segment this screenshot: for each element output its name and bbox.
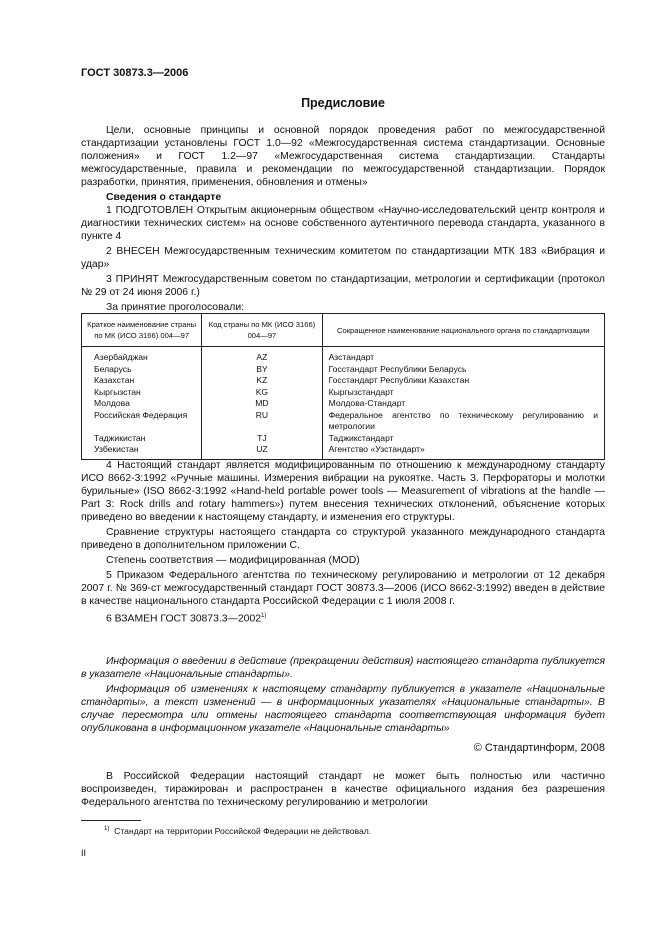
item-4: 4 Настоящий стандарт является модифицированным по отношению к международному стандарту ИСО 8662-3:1992 «Ручные машины. Измерения вибрации на рукоятке. Часть 3. Перфораторы и молотки бурильные» (ISO 8662-3:1992 «Hand-held portable power tools — Measurement of vibrations at the handle — Part 3: Rock drills and rotary hammers») путем внесения технических отклонений, объяснение которых приведено во введении к настоящему стандарту, и изменения его структуры.: [81, 460, 605, 523]
voting-table: [81, 313, 605, 460]
footnote-ref[interactable]: 1): [261, 613, 267, 619]
voted-label: За принятие проголосовали:: [106, 302, 245, 313]
table-row: [82, 433, 605, 445]
item-2: 2 ВНЕСЕН Межгосударственным техническим комитетом по стандартизации МТК 183 «Вибрация и удар»: [81, 246, 605, 270]
table-row: [82, 387, 605, 399]
rights-section: [81, 770, 605, 809]
agency-cell: Госстандарт Республики Беларусь: [322, 364, 604, 376]
col-header-country: Краткое наименование страны по МК (ИСО 3166) 004—97: [82, 314, 202, 347]
agency-cell: Кыргызстандарт: [322, 387, 604, 399]
code-cell: TJ: [202, 433, 322, 445]
agency-cell: Молдова-Стандарт: [322, 398, 604, 410]
table-row: [82, 347, 605, 364]
item-1: 1 ПОДГОТОВЛЕН Открытым акционерным обществом «Научно-исследовательский центр контроля и диагностики технических систем» на основе собственного аутентичного перевода стандарта, указанного в пункте 4: [81, 205, 605, 242]
table-row: [82, 398, 605, 410]
info-heading: Сведения о стандарте: [106, 192, 222, 203]
notice-2: Информация об изменениях к настоящему стандарту публикуется в указателе «Национальные стандарты», а текст изменений — в информационных указателях «Национальные стандарты». В случае пересмотра или отмены настоящего стандарта соответствующая информация будет опубликована в информационном указателе «Национальные стандарты»: [81, 684, 605, 734]
item-4-conformity: Степень соответствия — модифицированная (MOD): [106, 555, 360, 566]
item-4-comparison: Сравнение структуры настоящего стандарта со структурой указанного международного стандарта приведено в дополнительном приложении С.: [81, 527, 605, 551]
country-cell: Кыргызстан: [82, 387, 202, 399]
item-3: 3 ПРИНЯТ Межгосударственным советом по стандартизации, метрологии и сертификации (протокол № 29 от 24 июня 2006 г.): [81, 274, 605, 298]
item-6: [81, 610, 605, 625]
table-row: [82, 364, 605, 376]
item-5: 5 Приказом Федерального агентства по техническому регулированию и метрологии от 12 декабря 2007 г. № 369-ст межгосударственный стандарт ГОСТ 30873.3—2006 (ИСО 8662-3:1992) введен в действие в качестве национального стандарта Российской Федерации с 1 июля 2008 г.: [81, 570, 605, 607]
agency-cell: Госстандарт Республики Казахстан: [322, 375, 604, 387]
code-cell: KG: [202, 387, 322, 399]
col-header-body: Сокращенное наименование национального органа по стандартизации: [322, 314, 604, 347]
agency-cell: Федеральное агентство по техническому регулированию и метрологии: [322, 410, 604, 433]
footnote-mark: 1): [104, 826, 110, 833]
code-cell: UZ: [202, 444, 322, 459]
country-cell: Казахстан: [82, 375, 202, 387]
notice-section: [81, 655, 605, 735]
country-cell: Таджикистан: [82, 433, 202, 445]
foreword-section: [81, 124, 605, 314]
table-row: [82, 375, 605, 387]
code-cell: BY: [202, 364, 322, 376]
country-cell: Российская Федерация: [82, 410, 202, 433]
items-section: [81, 459, 605, 625]
table-row: [82, 444, 605, 459]
col-header-code: Код страны по МК (ИСО 3166) 004—97: [202, 314, 322, 347]
country-cell: Молдова: [82, 398, 202, 410]
agency-cell: Агентство «Узстандарт»: [322, 444, 604, 459]
country-cell: Азербайджан: [82, 347, 202, 364]
code-cell: MD: [202, 398, 322, 410]
code-cell: RU: [202, 410, 322, 433]
table-row: [82, 410, 605, 433]
country-cell: Узбекистан: [82, 444, 202, 459]
footnote-text: Стандарт на территории Российской Федерации не действовал.: [114, 826, 372, 836]
agency-cell: Таджикстандарт: [322, 433, 604, 445]
code-cell: KZ: [202, 375, 322, 387]
footnote-divider: [81, 820, 141, 821]
notice-1: Информация о введении в действие (прекращении действия) настоящего стандарта публикуется в указателе «Национальные стандарты».: [81, 656, 605, 680]
copyright: © Стандартинформ, 2008: [473, 742, 605, 754]
country-cell: Беларусь: [82, 364, 202, 376]
item-6-text: 6 ВЗАМЕН ГОСТ 30873.3—2002: [106, 613, 262, 625]
agency-cell: Азстандарт: [322, 347, 604, 364]
page-number: II: [81, 848, 87, 858]
code-cell: AZ: [202, 347, 322, 364]
page-title: Предисловие: [301, 96, 385, 110]
intro-paragraph: Цели, основные принципы и основной порядок проведения работ по межгосударственной стандартизации установлены ГОСТ 1.0—92 «Межгосударственная система стандартизации. Основные положения» и ГОСТ 1.2—97 «Межгосударственная система стандартизации. Стандарты межгосударственные, правила и рекомендации по межгосударственной стандартизации. Порядок разработки, принятия, применения, обновления и отмены»: [81, 125, 605, 188]
footnote: [104, 826, 371, 836]
document-id-header: ГОСТ 30873.3—2006: [81, 67, 189, 79]
rights-paragraph: В Российской Федерации настоящий стандарт не может быть полностью или частично воспроизведен, тиражирован и распространен в качестве официального издания без разрешения Федерального агентства по техническому регулированию и метрологии: [81, 771, 605, 808]
